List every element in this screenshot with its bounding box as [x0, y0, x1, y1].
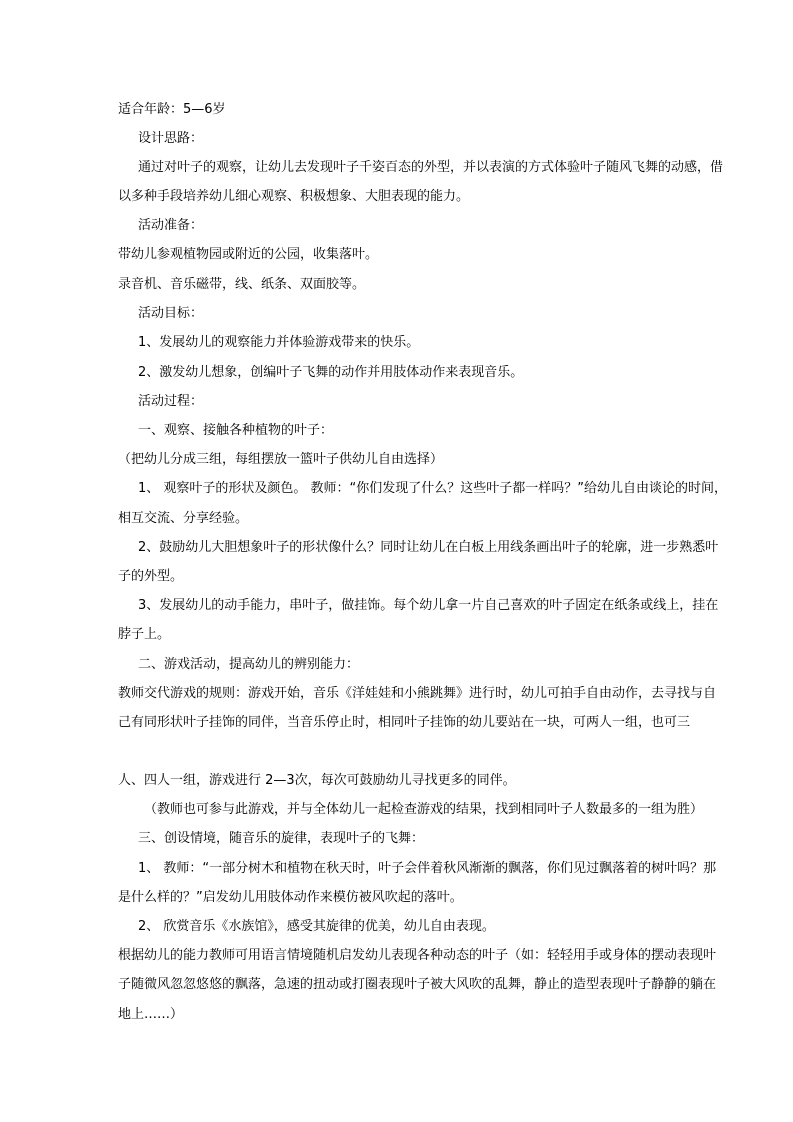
closing-paragraph-line-3: 地上……） [118, 1007, 184, 1022]
section-one-note: （把幼儿分成三组，每组摆放一篮叶子供幼儿自由选择） [118, 452, 444, 467]
design-idea-heading: 设计思路： [138, 131, 204, 146]
goals-heading: 活动目标： [138, 306, 204, 321]
step-2-line-2: 子的外型。 [118, 569, 184, 584]
preparation-item-1: 带幼儿参观植物园或附近的公园，收集落叶。 [118, 247, 379, 262]
step-1-line-1: 1、 观察叶子的形状及颜色。 教师：“你们发现了什么？这些叶子都一样吗？”给幼儿自由谈论的时间， [138, 481, 728, 496]
process-heading: 活动过程： [138, 394, 204, 409]
game-rules-line-2: 己有同形状叶子挂饰的同伴，当音乐停止时，相同叶子挂饰的幼儿要站在一块，可两人一组，也可三 [118, 715, 691, 730]
step-3-line-2: 脖子上。 [118, 627, 171, 642]
section-three-step-1-line-2: 是什么样的？”启发幼儿用肢体动作来模仿被风吹起的落叶。 [118, 890, 463, 905]
closing-paragraph-line-2: 子随微风忽忽悠悠的飘落，急速的扭动或打圈表现叶子被大风吹的乱舞，静止的造型表现叶子静静的躺在 [118, 977, 717, 992]
goal-item-1: 1、发展幼儿的观察能力并体验游戏带来的快乐。 [138, 335, 420, 350]
game-teacher-note: （教师也可参与此游戏，并与全体幼儿一起检查游戏的结果，找到相同叶子人数最多的一组为胜） [144, 802, 704, 817]
section-three-step-1-line-1: 1、 教师：“一部分树木和植物在秋天时，叶子会伴着秋风渐渐的飘落，你们见过飘落着的树叶吗？那 [138, 861, 717, 876]
game-rules-line-3: 人、四人一组，游戏进行 2—3次，每次可鼓励幼儿寻找更多的同伴。 [118, 773, 516, 788]
step-2-line-1: 2、鼓励幼儿大胆想象叶子的形状像什么？同时让幼儿在白板上用线条画出叶子的轮廓，进一步熟悉叶 [138, 540, 719, 555]
goal-item-2: 2、激发幼儿想象，创编叶子飞舞的动作并用肢体动作来表现音乐。 [138, 365, 524, 380]
section-three-step-2: 2、 欣赏音乐《水族馆》，感受其旋律的优美，幼儿自由表现。 [138, 919, 495, 934]
section-one-heading: 一、观察、接触各种植物的叶子： [138, 423, 334, 438]
age-range-line: 适合年龄：5—6岁 [118, 102, 226, 117]
design-idea-paragraph-line-2: 以多种手段培养幼儿细心观察、积极想象、大胆表现的能力。 [118, 189, 470, 204]
preparation-item-2: 录音机、音乐磁带，线、纸条、双面胶等。 [118, 277, 366, 292]
preparation-heading: 活动准备： [138, 218, 204, 233]
game-rules-line-1: 教师交代游戏的规则：游戏开始，音乐《洋娃娃和小熊跳舞》进行时，幼儿可拍手自由动作，去寻找与自 [118, 686, 717, 701]
section-two-heading: 二、游戏活动，提高幼儿的辨别能力： [138, 657, 360, 672]
section-three-heading: 三、创设情境，随音乐的旋律，表现叶子的飞舞： [138, 831, 425, 846]
closing-paragraph-line-1: 根据幼儿的能力教师可用语言情境随机启发幼儿表现各种动态的叶子（如：轻轻用手或身体的摆动表现叶 [118, 948, 717, 963]
step-3-line-1: 3、发展幼儿的动手能力，串叶子，做挂饰。每个幼儿拿一片自己喜欢的叶子固定在纸条或线上，挂在 [138, 598, 719, 613]
step-1-line-2: 相互交流、分享经验。 [118, 511, 249, 526]
design-idea-paragraph-line-1: 通过对叶子的观察，让幼儿去发现叶子千姿百态的外型，并以表演的方式体验叶子随风飞舞的动感，借 [138, 160, 724, 175]
